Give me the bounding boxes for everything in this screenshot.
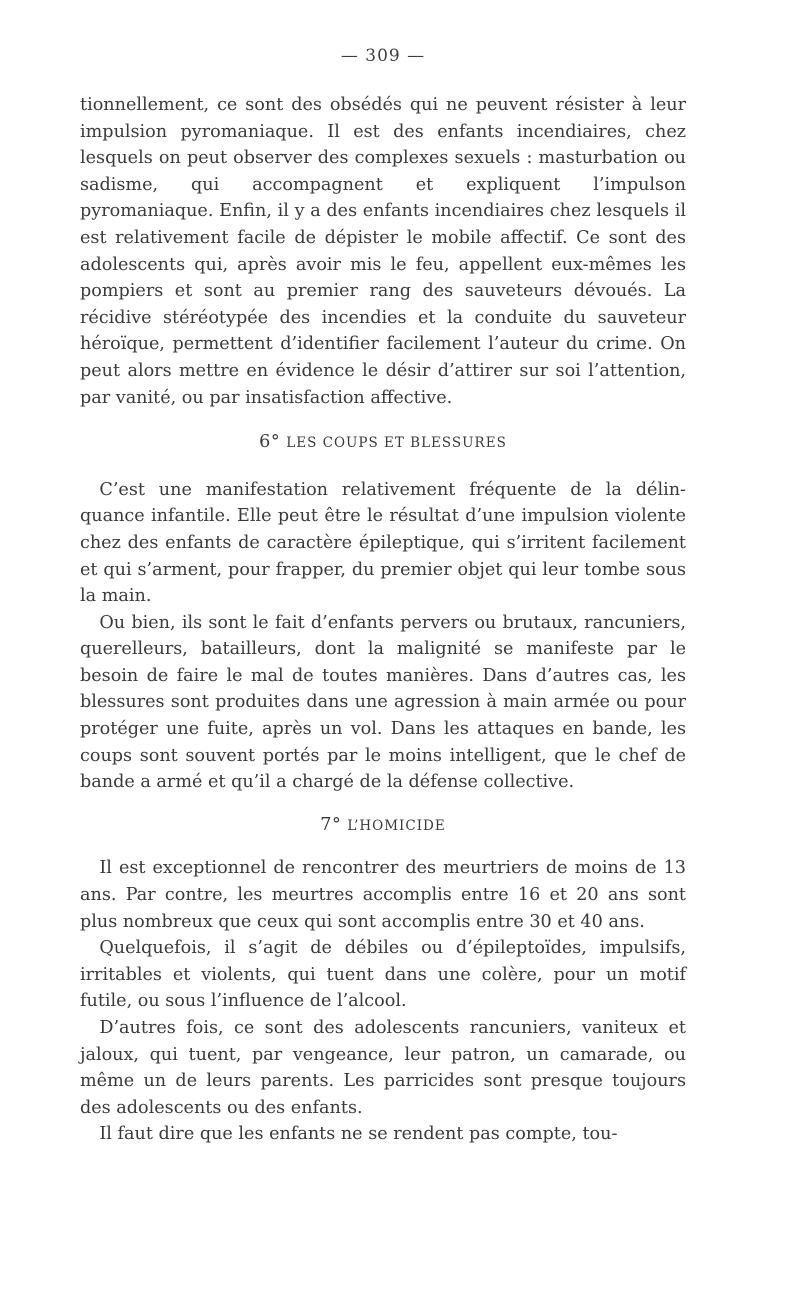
section-number: 7° [320,814,342,835]
section-number: 6° [259,432,281,453]
paragraph-coups-intro: C’est une manifestation relativement fréquente de la délinquance infantile. Elle peut être le résultat d’une impulsion violente chez des enfants de caractère épileptique, qui s’irritent facilement et qui s’arment, pour frapper, du premier objet qui leur tombe sous la main. [80,479,686,607]
paragraph-coups-pervers: Ou bien, ils sont le fait d’enfants pervers ou brutaux, rancuniers, querelleurs, batailleurs, dont la malignité se manifeste par le besoin de faire le mal de toutes manières. Dans d’autres cas, les blessures sont produites dans une agression à main armée ou pour protéger une fuite, après un vol. Dans les attaques en bande, les coups sont souvent portés par le moins intelligent, que le chef de bande a armé et qu’il a chargé de la défense collective. [80,612,686,793]
page-number: — 309 — [340,46,426,66]
page-body [80,92,686,1148]
paragraph-pyromania-continued: tionnellement, ce sont des obsédés qui ne peuvent résister à leur impulsion pyromaniaque. Il est des enfants incendiaires, chez lesquels on peut observer des complexes sexuels : masturbation ou sadisme, qui accompagnent et expliquent l’impulson pyromaniaque. Enfin, il y a des enfants incendiaires chez lesquels il est relativement facile de dépister le mobile affectif. Ce sont des adolescents qui, après avoir mis le feu, appellent eux-mêmes les pompiers et sont au premier rang des sauveteurs dévoués. La récidive stéréotypée des incendies et la conduite du sauveteur héroïque, permettent d’identifier facilement l’auteur du crime. On peut alors mettre en évidence le désir d’attirer sur soi l’attention, par vanité, ou par insatisfaction affective. [80,95,686,408]
paragraph-continued: Il faut dire que les enfants ne se rendent pas compte, tou- [99,1124,618,1145]
paragraph-homicide-adolescents: D’autres fois, ce sont des adolescents rancuniers, vaniteux et jaloux, qui tuent, par vengeance, leur patron, un camarade, ou même un de leurs parents. Les parricides sont presque toujours des adolescents ou des enfants. [80,1018,686,1118]
paragraph-homicide-debiles: Quelquefois, il s’agit de débiles ou d’épileptoïdes, impulsifs, irritables et violents, qui tuent dans une colère, pour un motif futile, ou sous l’influence de l’alcool. [80,938,686,1012]
section-title: L’HOMICIDE [347,817,446,834]
section-title: LES COUPS ET BLESSURES [286,435,507,452]
paragraph-homicide-age: Il est exceptionnel de rencontrer des meurtriers de moins de 13 ans. Par contre, les meurtres accomplis entre 16 et 20 ans sont plus nombreux que ceux qui sont accomplis entre 30 et 40 ans. [80,858,686,932]
section-heading-homicide [80,812,686,840]
section-heading-coups-blessures [80,429,686,457]
